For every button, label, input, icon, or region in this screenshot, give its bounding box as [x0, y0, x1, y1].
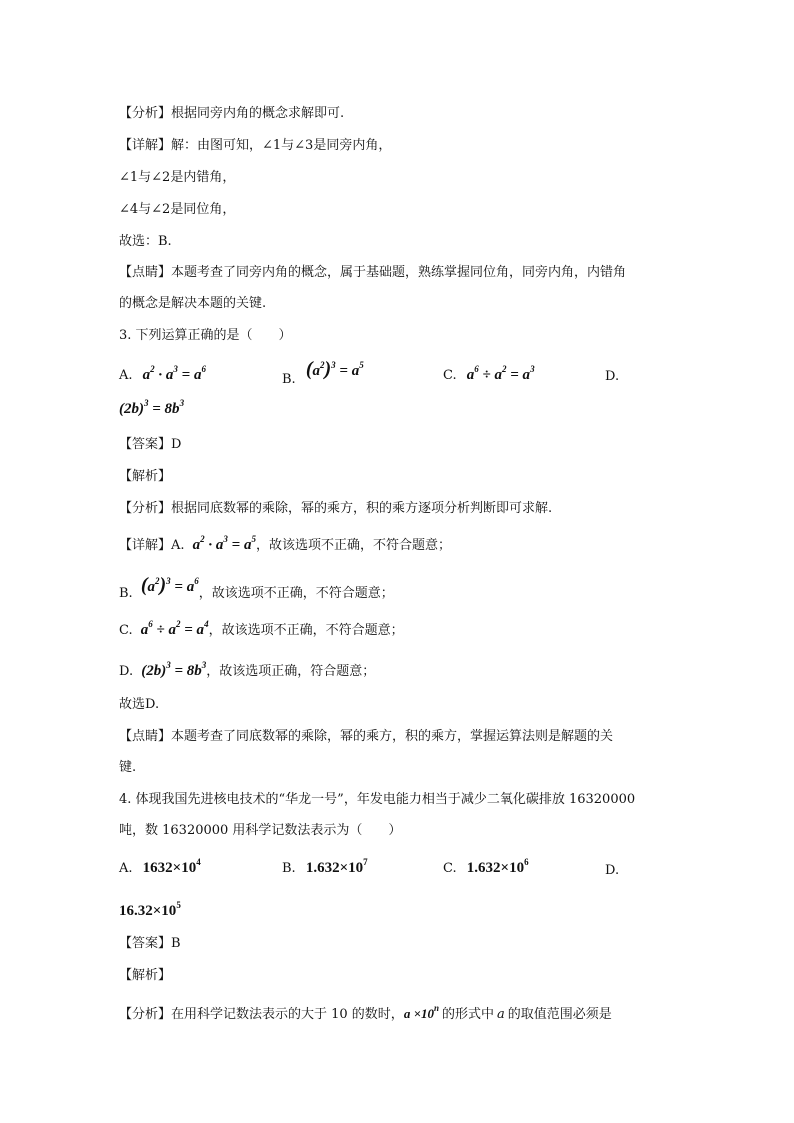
line-detail-1b: ∠1与∠2是内错角，	[119, 170, 236, 185]
detail-3c	[119, 621, 404, 640]
q3-option-b	[282, 358, 364, 387]
q3-option-c	[443, 366, 535, 385]
choose-3: 故选D.	[119, 697, 160, 712]
answer-4: 【答案】B	[119, 936, 181, 951]
question-3: 3. 下列运算正确的是（ ）	[119, 328, 292, 343]
q4-option-c	[443, 859, 529, 878]
q3-option-b-formula: $(a^2)^3 = a^5$	[305, 358, 364, 380]
q3-option-c-formula: $a^6 \div a^2 = a^3$	[466, 364, 535, 383]
analysis-4-end: 的取值范围必须是	[507, 1007, 612, 1022]
line-choose-1: 故选：B.	[119, 234, 172, 249]
line-detail-1c: ∠4与∠2是同位角，	[119, 202, 236, 217]
detail-3b	[119, 574, 394, 601]
q4-option-b-formula: $1.632\times 10^7$	[305, 857, 368, 876]
analysis-3: 【分析】根据同底数幂的乘除，幂的乘方，积的乘方逐项分析判断即可求解.	[119, 501, 553, 516]
q3-option-a	[119, 366, 206, 385]
q3-option-a-label: A.	[119, 368, 133, 383]
line-detail-1: 【详解】解：由图可知，∠1与∠3是同旁内角，	[119, 138, 392, 153]
q3-option-a-formula: $a^2 \cdot a^3 = a^6$	[142, 364, 206, 383]
comment-3b: 键.	[119, 760, 137, 775]
line-comment-1a: 【点睛】本题考查了同旁内角的概念，属于基础题，熟练掌握同位角，同旁内角，内错角	[119, 265, 627, 280]
detail-3a-prefix: 【详解】A.	[119, 538, 185, 553]
line-comment-1b: 的概念是解决本题的关键.	[119, 296, 267, 311]
detail-3c-prefix: C.	[119, 623, 133, 638]
detail-3b-text: ，故该选项不正确，不符合题意；	[198, 586, 394, 601]
detail-3d-prefix: D.	[119, 664, 134, 679]
analysis-4	[119, 1005, 612, 1024]
answer-3: 【答案】D	[119, 437, 182, 452]
q4-option-a-formula: $1632\times 10^4$	[142, 857, 201, 876]
question-4a: 4. 体现我国先进核电技术的“华龙一号”，年发电能力相当于减少二氧化碳排放 16320000	[119, 792, 636, 807]
q3-option-d-formula: $(2b)^3 = 8b^3$	[119, 398, 185, 417]
detail-3c-text: ，故该选项不正确，不符合题意；	[208, 623, 404, 638]
detail-3a-formula: $a^2 \cdot a^3 = a^5$	[192, 534, 256, 553]
analysis-4-formula: $a \times 10^n$	[403, 1003, 439, 1021]
detail-3c-formula: $a^6 \div a^2 = a^4$	[140, 619, 209, 638]
q3-option-d: D.	[605, 369, 620, 384]
question-4b: 吨，数 16320000 用科学记数法表示为（ ）	[119, 823, 402, 838]
detail-3a-text: ，故该选项不正确，不符合题意；	[255, 538, 451, 553]
line-analysis-1: 【分析】根据同旁内角的概念求解即可.	[119, 106, 345, 121]
analysis-header-3: 【解析】	[119, 469, 172, 484]
q4-option-d: D.	[605, 863, 620, 878]
q4-option-a-label: A.	[119, 861, 133, 876]
detail-3b-formula: $(a^2)^3 = a^6$	[140, 574, 199, 596]
q4-option-c-formula: $1.632\times 10^6$	[466, 857, 529, 876]
analysis-4-suffix: 的形式中	[442, 1007, 495, 1022]
q4-option-c-label: C.	[443, 861, 457, 876]
analysis-4-var: a	[497, 1007, 505, 1022]
q3-option-b-label: B.	[282, 372, 296, 387]
comment-3a: 【点睛】本题考查了同底数幂的乘除，幂的乘方，积的乘方，掌握运算法则是解题的关	[119, 729, 614, 744]
q3-option-c-label: C.	[443, 368, 457, 383]
detail-3d-formula: $(2b)^3 = 8b^3$	[141, 660, 207, 679]
detail-3d-text: ，故该选项正确，符合题意；	[206, 664, 376, 679]
q4-option-b-label: B.	[282, 861, 296, 876]
detail-3a	[119, 536, 451, 555]
analysis-4-prefix: 【分析】在用科学记数法表示的大于 10 的数时，	[119, 1007, 404, 1022]
q4-option-a	[119, 859, 201, 878]
analysis-header-4: 【解析】	[119, 968, 172, 983]
detail-3b-prefix: B.	[119, 586, 133, 601]
q4-option-b	[282, 859, 368, 878]
q4-option-d-formula: $16.32\times 10^5$	[119, 900, 181, 919]
detail-3d	[119, 662, 375, 681]
